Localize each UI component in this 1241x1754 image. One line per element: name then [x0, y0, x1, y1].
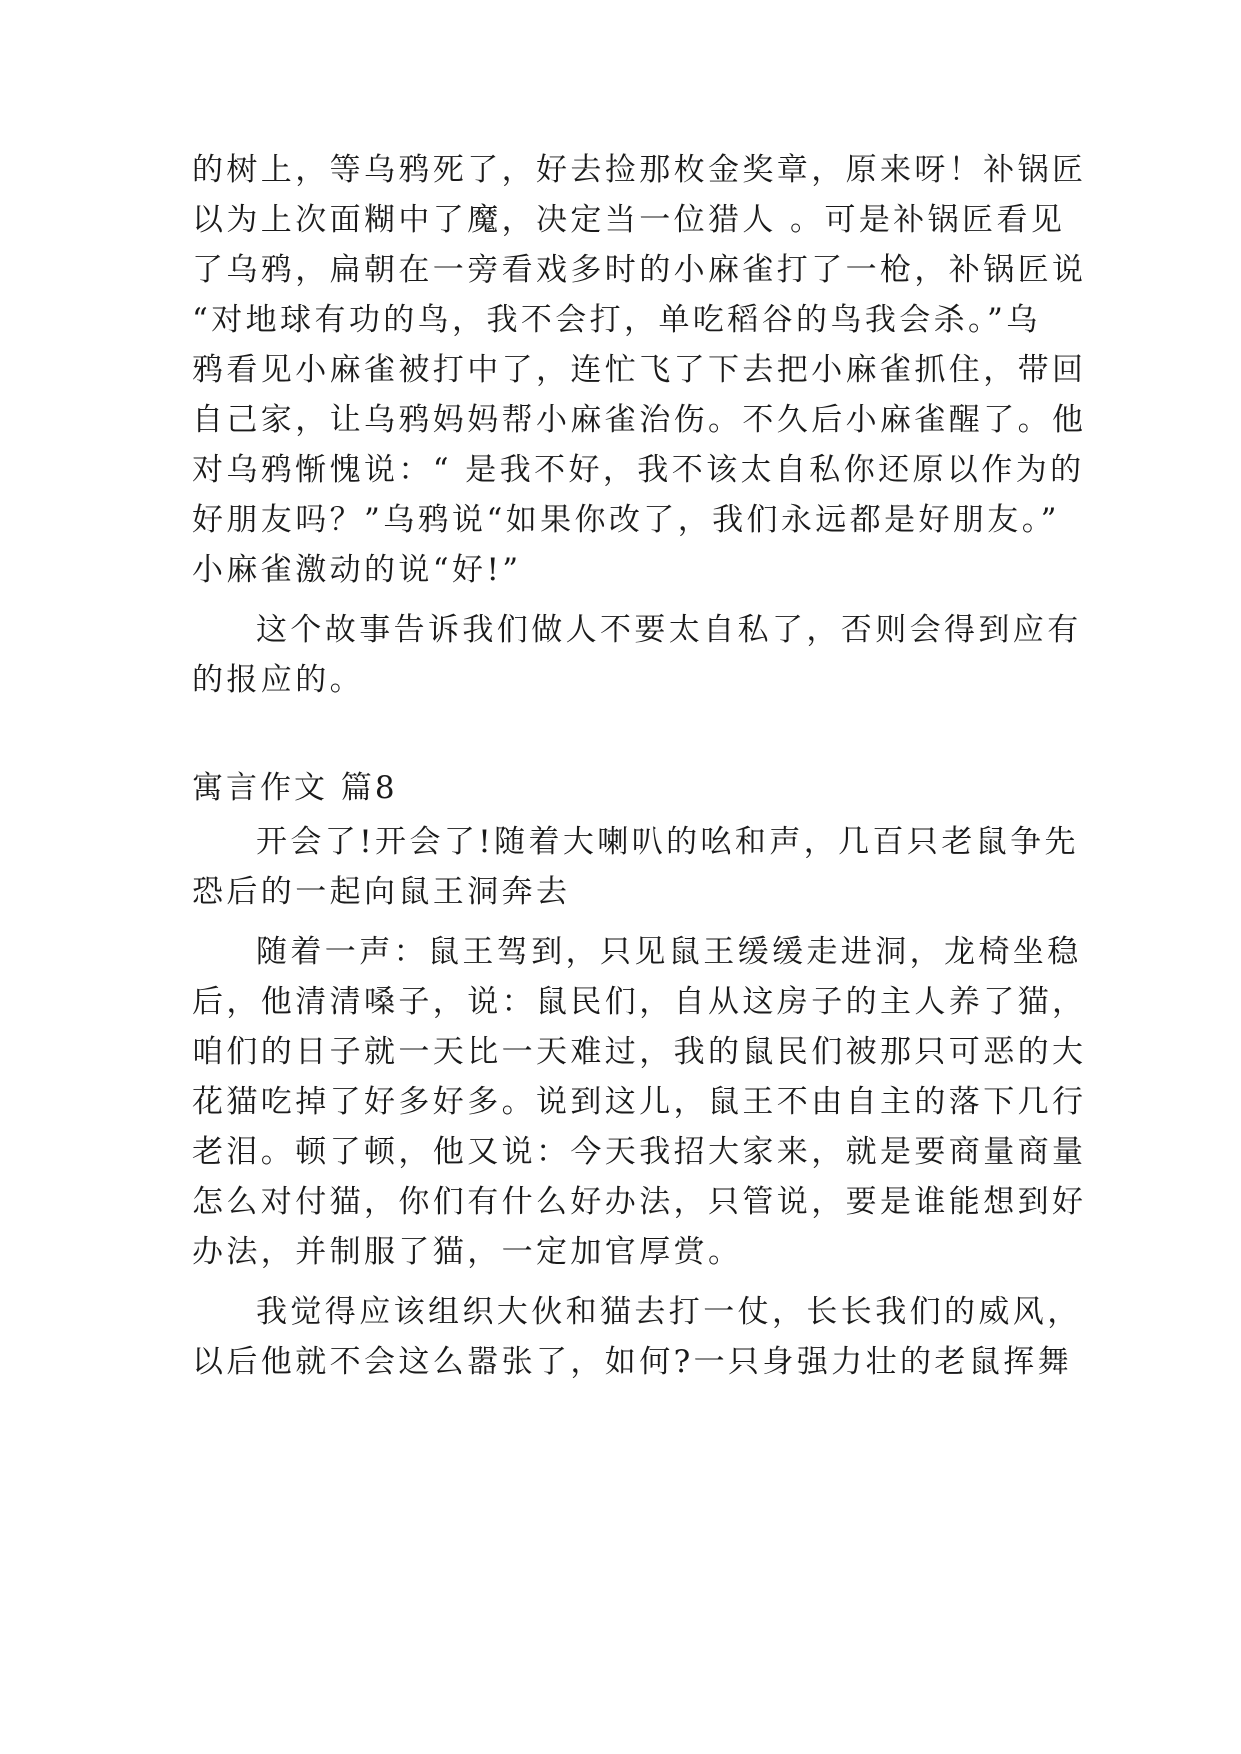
paragraph-line: 开会了!开会了!随着大喇叭的吆和声，几百只老鼠争先	[256, 824, 1079, 860]
paragraph-line: 这个故事告诉我们做人不要太自私了，否则会得到应有	[256, 612, 1082, 648]
paragraph-line: 以后他就不会这么嚣张了，如何?一只身强力壮的老鼠挥舞	[192, 1344, 1073, 1380]
paragraph-line: 我觉得应该组织大伙和猫去打一仗，长长我们的威风，	[256, 1294, 1082, 1330]
paragraph-line: 小麻雀激动的说“好!”	[192, 552, 522, 588]
paragraph-line: 咱们的日子就一天比一天难过，我的鼠民们被那只可恶的大	[192, 1034, 1087, 1070]
section-heading: 寓言作文 篇8	[192, 770, 398, 806]
paragraph-line: 好朋友吗？”乌鸦说“如果你改了，我们永远都是好朋友。”	[192, 502, 1060, 538]
paragraph-line: 后，他清清嗓子，说：鼠民们，自从这房子的主人养了猫，	[192, 984, 1087, 1020]
paragraph-line: 自己家，让乌鸦妈妈帮小麻雀治伤。不久后小麻雀醒了。他	[192, 402, 1087, 438]
paragraph-line: 了乌鸦，扁朝在一旁看戏多时的小麻雀打了一枪，补锅匠说	[192, 252, 1087, 288]
paragraph-line: 鸦看见小麻雀被打中了，连忙飞了下去把小麻雀抓住，带回	[192, 352, 1087, 388]
paragraph-line: 花猫吃掉了好多好多。说到这儿，鼠王不由自主的落下几行	[192, 1084, 1087, 1120]
paragraph-line: “对地球有功的鸟，我不会打，单吃稻谷的鸟我会杀。”乌	[192, 302, 1041, 338]
paragraph-line: 的报应的。	[192, 662, 364, 698]
paragraph-line: 随着一声：鼠王驾到，只见鼠王缓缓走进洞，龙椅坐稳	[256, 934, 1082, 970]
paragraph-line: 老泪。顿了顿，他又说：今天我招大家来，就是要商量商量	[192, 1134, 1087, 1170]
paragraph-line: 以为上次面糊中了魔，决定当一位猎人 。可是补锅匠看见	[192, 202, 1066, 238]
paragraph-line: 恐后的一起向鼠王洞奔去	[192, 874, 571, 910]
paragraph-line: 对乌鸦惭愧说：“ 是我不好，我不该太自私你还原以作为的	[192, 452, 1085, 488]
paragraph-line: 的树上，等乌鸦死了，好去捡那枚金奖章，原来呀！补锅匠	[192, 152, 1087, 188]
paragraph-line: 怎么对付猫，你们有什么好办法，只管说，要是谁能想到好	[192, 1184, 1087, 1220]
paragraph-line: 办法，并制服了猫，一定加官厚赏。	[192, 1234, 743, 1270]
